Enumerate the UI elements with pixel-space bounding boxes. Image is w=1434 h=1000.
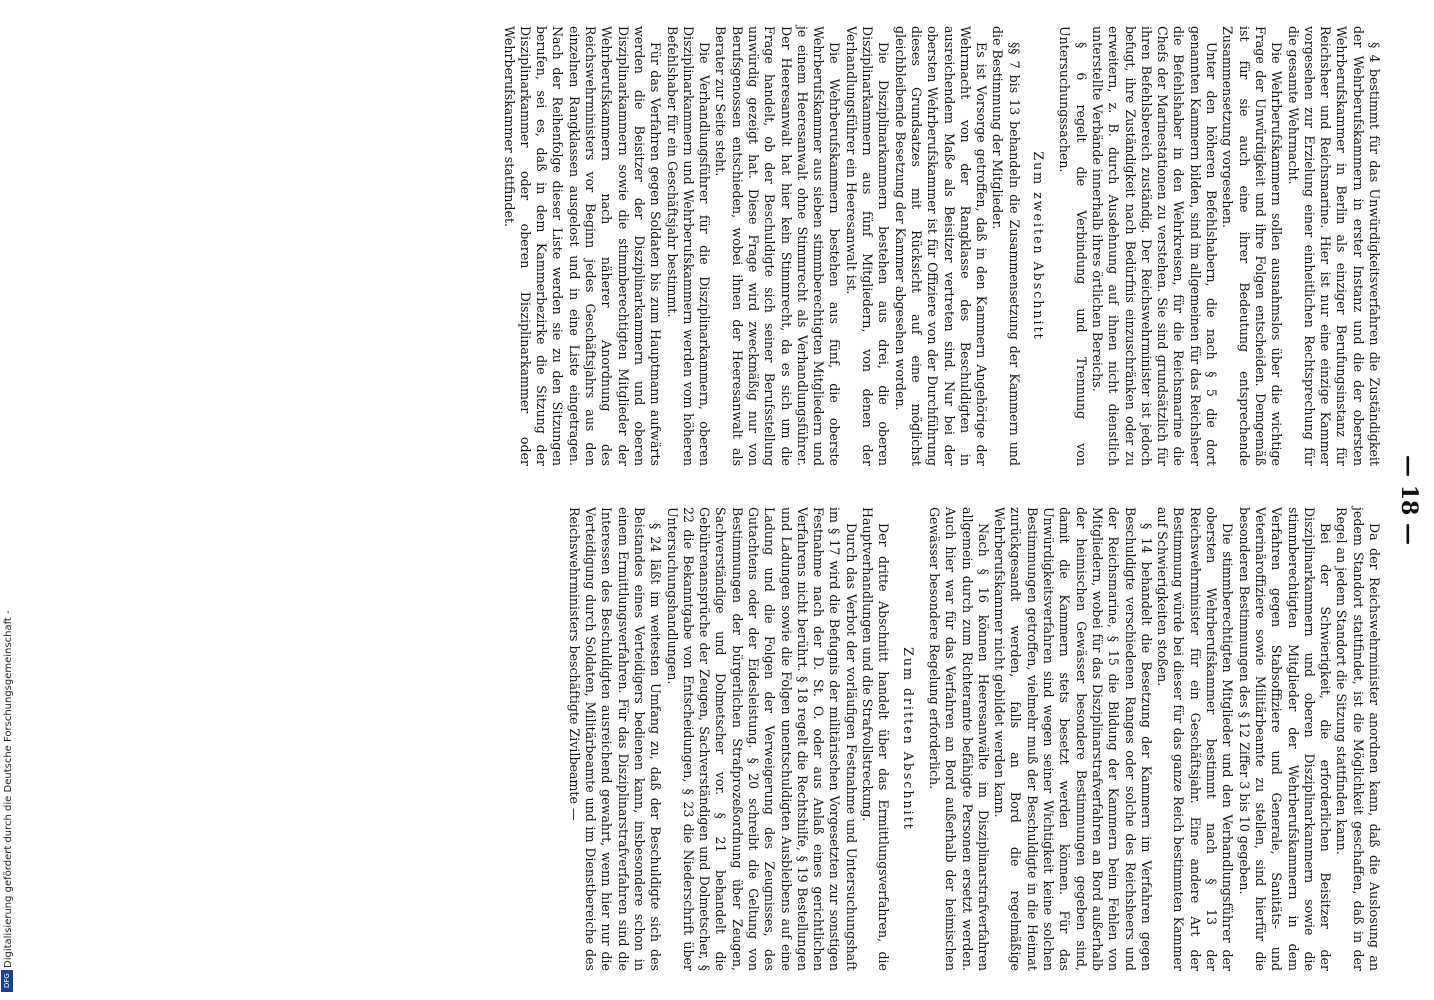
dfg-logo-icon: DFG bbox=[1, 970, 13, 992]
paragraph: Es ist Vorsorge getroffen, daß in den Kammern Angehörige der Wehrmacht von der Rangklasse des Beschuldigten in ausreichendem Maße als Beisitzer vertreten sind. Nur bei der obersten Wehrberufskammer ist für Offiziere von der Durchführung dieses Grundsatzes mit Rücksicht auf eine möglichst gleichbleibende Besetzung der Kammer abgesehen worden. bbox=[892, 26, 990, 466]
right-column bbox=[565, 507, 1382, 971]
paragraph: Die Wehrberufskammern sollen ausnahmslos über die wichtige Frage der Unwürdigkeit und ihre Folgen entscheiden. Demgemäß ist für sie auch eine ihrer Bedeutung entsprechende Zusammensetzung vorgesehen. bbox=[1220, 26, 1285, 466]
paragraph: Durch das Verbot der vorläufigen Festnahme und Untersuchungshaft im § 17 wird die Befugnis der militärischen Vorgesetzten zur sonstigen Festnahme nach der D. St. O. oder aus Anlaß eines gerichtlichen Verfahrens nicht berührt. § 18 regelt die Rechtshilfe, § 19 Bestellungen und Ladungen sowie die Folgen unentschuldigten Ausbleibens auf eine Ladung und die Folgen der Verweigerung des Zeugnisses, des Gutachtens oder der Eidesleistung. § 20 schreibt die Geltung von Bestimmungen der bürgerlichen Strafprozeßordnung über Zeugen, Sachverständige und Dolmetscher vor. § 21 behandelt die Gebührenansprüche der Zeugen, Sachverständigen und Dolmetscher, § 22 die Bekanntgabe von Entscheidungen, § 23 die Niederschrift über Untersuchungshandlungen. bbox=[664, 507, 859, 971]
paragraph: Da der Reichswehrminister anordnen kann, daß die Auslosung an jedem Standort stattfindet, ist die Möglichkeit geschaffen, daß in der Regel an jedem Standort die Sitzung stattfinden kann. bbox=[1334, 507, 1382, 971]
page-number: — 18 — bbox=[1396, 455, 1422, 545]
paragraph: Die Wehrberufskammern bestehen aus fünf, die oberste Wehrberufskammer aus sieben stimmberechtigten Mitgliedern und je einem Heeresanwalt ohne Stimmrecht als Verhandlungsführer. Der Heeresanwalt hat hier kein Stimmrecht, da es sich um die Frage handelt, ob der Beschuldigte sich seiner Berufsstellung unwürdig gezeigt hat. Diese Frage wird zweckmäßig nur von Berufsgenossen entschieden, wobei ihnen der Heeresanwalt als Berater zur Seite steht. bbox=[713, 26, 843, 466]
paragraph: Nach § 16 können Heeresanwälte im Disziplinarstrafverfahren allgemein durch zum Richteramte befähigte Personen ersetzt werden. Auch hier war für das Verfahren an Bord außerhalb der heimischen Gewässer besondere Regelung erforderlich. bbox=[926, 507, 991, 971]
paragraph: § 24 läßt im weitesten Umfang zu, daß der Beschuldigte sich des Beistandes eines Verteidigers bedienen kann, insbesondere schon in einem Ermittlungsverfahren. Für das Disziplinarstrafverfahren sind die Interessen des Beschuldigten ausreichend gewahrt, wenn hier nur die Verteidigung durch Soldaten, Militärbeamte und im Dienstbereiche des Reichswehrministers beschäftigte Zivilbeamte — bbox=[566, 507, 664, 971]
paragraph: § 4 bestimmt für das Unwürdigkeitsverfahren die Zuständigkeit der Wehrberufskammern in erster Instanz und die der obersten Wehrberufskammer in Berlin als einziger Berufungsinstanz für Reichsheer und Reichsmarine. Hier ist nur eine einzige Kammer vorgesehen zur Erzielung einer einheitlichen Rechtsprechung für die gesamte Wehrmacht. bbox=[1285, 26, 1382, 466]
paragraph: Die Verhandlungsführer für die Disziplinarkammern, oberen Disziplinarkammern und Wehrberufskammern werden vom höheren Befehlshaber für ein Geschäftsjahr bestimmt. bbox=[664, 26, 713, 466]
paragraph: Unter den höheren Befehlshabern, die nach § 5 die dort genannten Kammern bilden, sind im allgemeinen für das Reichsheer die Befehlshaber in den Wehrkreisen, für die Reichsmarine die Chefs der Marinestationen zu verstehen. Sie sind grundsätzlich für ihren Befehlsbereich zuständig. Der Reichswehrminister ist jedoch befugt, ihre Zuständigkeit nach Bedürfnis einzuschränken oder zu erweitern, z. B. durch Ausdehnung auf ihnen nicht dienstlich unterstellte Verbände innerhalb ihres örtlichen Bereichs. bbox=[1089, 26, 1220, 466]
paragraph: Die stimmberechtigten Mitglieder und den Verhandlungsführer der obersten Wehrberufskammer bestimmt nach § 13 der Reichswehrminister für ein Geschäftsjahr. Eine andere Art der Bestimmung würde bei dieser für das ganze Reich bestimmten Kammer auf Schwierigkeiten stoßen. bbox=[1155, 507, 1236, 971]
paragraph: § 6 regelt die Verbindung und Trennung von Untersuchungssachen. bbox=[1057, 26, 1089, 466]
paragraph: Der dritte Abschnitt handelt über das Ermittlungsverfahren, die Hauptverhandlungen und die Strafvollstreckung. bbox=[860, 507, 892, 971]
footer-text: Digitalisierung gefördert durch die Deutsche Forschungsgemeinschaft - bbox=[3, 610, 14, 968]
section-heading: Zum dritten Abschnitt bbox=[900, 647, 916, 831]
section-heading: Zum zweiten Abschnitt bbox=[1031, 151, 1047, 341]
left-column bbox=[500, 26, 1382, 466]
paragraph: §§ 7 bis 13 behandeln die Zusammensetzung der Kammern und die Bestimmung der Mitglieder. bbox=[990, 26, 1022, 466]
paragraph: § 14 behandelt die Besetzung der Kammern im Verfahren gegen Beschuldigte verschiedenen Ranges oder solche des Reichsheers und der Reichsmarine, § 15 die Bildung der Kammern beim Fehlen von Mitgliedern, wobei für das Disziplinarstrafverfahren an Bord außerhalb der heimischen Gewässer besondere Bestimmungen gegeben sind, damit die Kammern stets besetzt werden können. Für das Unwürdigkeitsverfahren sind wegen seiner Wichtigkeit keine solchen Bestimmungen getroffen, vielmehr muß der Beschuldigte in die Heimat zurückgesandt werden, falls an Bord die regelmäßige Wehrberufskammer nicht gebildet werden kann. bbox=[992, 507, 1154, 971]
paragraph: Bei der Schwierigkeit, die erforderlichen Beisitzer der Disziplinarkammern und oberen Disziplinarkammern sowie die stimmberechtigten Mitglieder der Wehrberufskammern in dem Verfahren gegen Stabsoffiziere und Generale, Sanitäts- und Veterinäroffiziere sowie Militärbeamte zu stellen, sind hierfür die besonderen Bestimmungen des § 12 Ziffer 3 bis 10 gegeben. bbox=[1236, 507, 1334, 971]
paragraph: Die Disziplinarkammern bestehen aus drei, die oberen Disziplinarkammern aus fünf Mitgliedern, von denen der Verhandlungsführer ein Heeresanwalt ist. bbox=[843, 26, 892, 466]
document-page bbox=[105, 10, 1430, 990]
digitization-footer bbox=[0, 0, 14, 1000]
paragraph: Für das Verfahren gegen Soldaten bis zum Hauptmann aufwärts werden die Beisitzer der Disziplinarkammern und oberen Disziplinarkammern sowie die stimmberechtigten Mitglieder der Wehrberufskammern nach näherer Anordnung des Reichswehrministers vor Beginn jedes Geschäftsjahrs aus den einzelnen Rangklassen ausgelost und in eine Liste eingetragen. Nach der Reihenfolge dieser Liste werden sie zu den Sitzungen berufen, sei es, daß in dem Kammerbezirke die Sitzung der Disziplinarkammer oder oberen Disziplinarkammer oder Wehrberufskammer stattfindet. bbox=[501, 26, 664, 466]
